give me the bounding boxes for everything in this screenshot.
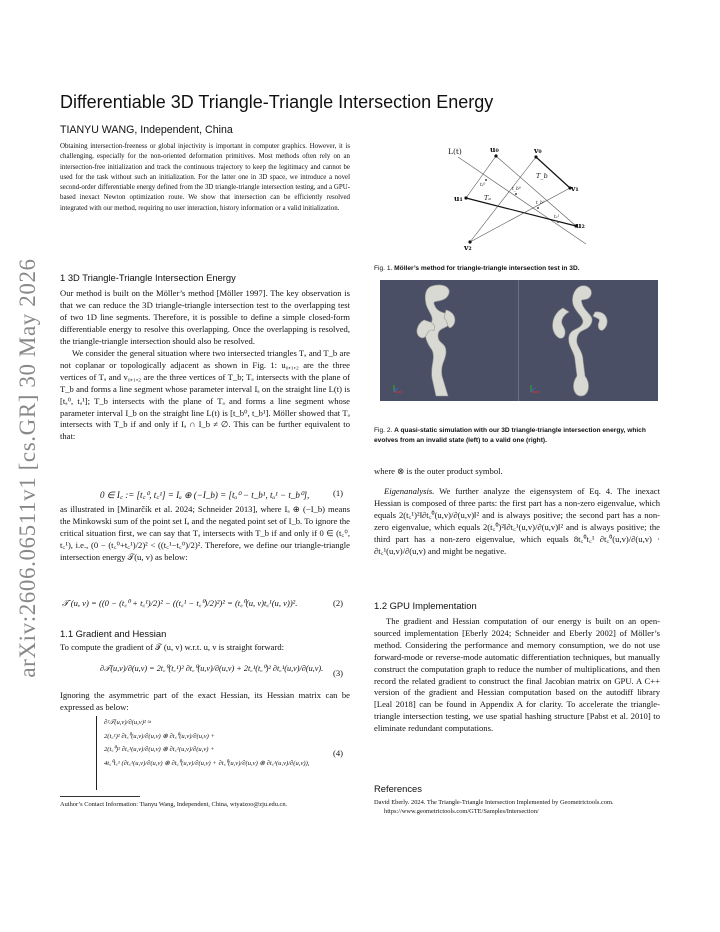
author-name: TIANYU WANG [60,124,135,136]
section-1-paragraph-1: Our method is built on the Möller’s method [Möller 1997]. The key observation is that we can reduce the 3D triangle-triangle intersection test to the overlapping test of two 1D line segments. Therefore, it is possible to define a simple closed-form differentiable energy to resolve this overlapping. Once the overlapping is resolved, the triangle-triangle intersection should also be resolved. [60,288,350,346]
equation-4-line: ∂²𝒯(u,v)/∂(u,v)² ≈ [104,719,152,726]
fig1-label-ta0: tₐ⁰ [480,183,486,188]
fig2-left-panel [380,280,518,401]
author-affiliation: , Independent, China [134,124,233,136]
fig1-caption-text: Möller’s method for triangle-triangle intersection test in 3D. [394,265,580,272]
equation-4 [104,716,332,770]
fig1-label-v2: v₂ [464,243,472,252]
section-1-2-heading: 1.2 GPU Implementation [374,600,477,611]
gpu-paragraph: The gradient and Hessian computation of our energy is built on an open-sourced implementation [Eberly 2024; Schneider and Eberly 2002] of Möller’s method. Considering the performance and memory consumption, we do not use forward-mode or reverse-mode automatic differentiation techniques, but manually construct the computation graph to reduce the number of multiplications, and then record the related gradient to construct the final Jacobian matrix on GPU. A C++ version of the gradient and Hessian computation based on the autodiff library [Leal 2018] can be found in Appendix A for clarity. To accelerate the triangle-triangle intersection testing, we use spatial hashing structure [Pabst et al. 2010] to eliminate redundant computations. [374,616,660,734]
equation-2-number: (2) [333,598,344,608]
fig1-caption-label: Fig. 1. [374,265,393,272]
fig1-label-ta1: tₐ¹ [554,215,560,220]
equation-3: ∂𝒯(u,v)/∂(u,v) = 2t꜀⁰(t꜀¹)² ∂t꜀⁰(u,v)/∂(u,v) + 2t꜀¹(t꜀⁰)² ∂t꜀¹(u,v)/∂(u,v). [100,664,324,673]
equation-4-line: 2(t꜀¹)² ∂t꜀⁰(u,v)/∂(u,v) ⊗ ∂t꜀⁰(u,v)/∂(u,v) + [104,732,215,740]
section-1-paragraph-2: We consider the general situation where two intersected triangles Tₐ and T_b are not coplanar or topologically adjacent as shown in Fig. 1: u₀,₁,₂ are the three vertices of Tₐ and v₀,₁,₂ are the three vertices of T_b; Tₐ intersects with the plane of T_b and forms a line segment whose parameter interval Iₐ on the straight line L(t) is [tₐ⁰, tₐ¹]; T_b intersects with the plane of Tₐ and forms a line segment whose parameter interval I_b on the straight line L(t) is [t_b⁰, t_b¹]. Möller showed that Tₐ intersects with T_b if and only if Iₐ ∩ I_b ≠ ∅. This can be further equivalent to that: [60,348,350,442]
fig1-caption [374,264,666,274]
fig2-caption-text: A quasi-static simulation with our 3D triangle-triangle intersection energy, which evolves from an invalid state (left) to a valid one (right). [374,427,646,444]
section-1-1-paragraph-2: Ignoring the asymmetric part of the exact Hessian, its Hessian matrix can be expressed as below: [60,690,350,712]
equation-1-number: (1) [333,488,344,498]
fig1-label-u0: u₀ [490,145,499,154]
eigen-label: Eigenanalysis. [384,486,435,496]
author-line [60,124,233,136]
reference-1: David Eberly. 2024. The Triangle-Triangle Intersection Implemented by Geometrictools.com. https://www.geometrictools.com/GTE/Samples/Intersection/ [374,799,614,815]
fig1-label-L: L(t) [448,147,462,156]
eigen-text: We further analyze the eigensystem of Eq. 4. The inexact Hessian is composed of three parts: the first part has a non-zero eigenvalue, which equals 2(t꜀¹)²‖∂t꜀⁰(u,v)/∂(u,v)‖² and is always positive; the second part has a non-zero eigenvalue, which equals 2(t꜀⁰)²‖∂t꜀¹(u,v)/∂(u,v)‖² and is always positive; the third part has a non-zero eigenvalue, which equals 8t꜀⁰t꜀¹ ∂t꜀⁰(u,v)/∂(u,v) · ∂t꜀¹(u,v)/∂(u,v) and might be negative. [374,486,660,556]
equation-3-number: (3) [333,668,344,678]
fig1-diagram [440,140,600,252]
equation-1: 0 ∈ I꜀ := [t꜀⁰, t꜀¹] = Iₐ ⊕ (−I_b) = [tₐ⁰ − t_b¹, tₐ¹ − t_b⁰], [100,490,310,500]
fig1-label-tb1: t_b¹ [536,201,545,206]
fig1-label-tb0: t_b⁰ [512,187,521,192]
equation-4-line: 2(t꜀⁰)² ∂t꜀¹(u,v)/∂(u,v) ⊗ ∂t꜀¹(u,v)/∂(u,v) + [104,746,215,753]
fig1-label-u1: u₁ [454,194,463,203]
fig1-label-v1: v₁ [571,184,579,193]
fig1-label-tb: T_b [536,172,548,180]
footnote-rule [60,796,140,797]
section-1-1-heading: 1.1 Gradient and Hessian [60,628,167,639]
eigen-paragraph [374,486,660,557]
section-1-heading: 1 3D Triangle-Triangle Intersection Energy [60,272,236,283]
fig2-caption-label: Fig. 2. [374,427,393,434]
fig2-image [380,280,658,401]
equation-4-line: 4t꜀⁰t꜀¹ (∂t꜀¹(u,v)/∂(u,v) ⊗ ∂t꜀⁰(u,v)/∂(u,v) + ∂t꜀⁰(u,v)/∂(u,v) ⊗ ∂t꜀¹(u,v)/∂(u,v)), [104,759,310,767]
equation-2: 𝒯 (u, v) = ((0 − (t꜀⁰ + t꜀¹)/2)² − ((t꜀¹ − t꜀⁰)/2)²)² = (t꜀⁰(u, v)t꜀¹(u, v))². [62,598,298,608]
equation-4-brace [96,716,99,790]
where-sentence: where ⊗ is the outer product symbol. [374,466,503,476]
references-heading: References [374,783,422,794]
fig1-label-ta: Tₐ [484,194,491,202]
section-1-1-paragraph-1: To compute the gradient of 𝒯 (u, v) w.r.t. u, v is straight forward: [60,642,285,652]
fig1-label-v0: v₀ [534,146,542,155]
abstract: Obtaining intersection-freeness or global injectivity is important in computer graphics. However, it is challenging, especially for the non-oriented deformation primitives. Most methods often rely on an intersection-free initialization and track the continuous trajectory to keep the legitimacy and cannot be used for the task without such an initialization. For the latter one in 3D space, we introduce a novel second-order differentiable energy defined from the 3D triangle-triangle intersection testing, and a GPU-based inexact Newton optimization route. We show that intersection can be efficiently resolved integrated with our method, requiring no user interaction, history information or a valid initialization. [60,143,350,212]
section-1-paragraph-3: as illustrated in [Minarčík et al. 2024; Schneider 2013], where Iₐ ⊕ (−I_b) means the Minkowski sum of the point set Iₐ and the negated point set of I_b. To ignore the critical situation first, we can say that Tₐ intersects with T_b if and only if 0 ∈ (t꜀⁰, t꜀¹), i.e., (0 − (t꜀⁰+t꜀¹)/2)² < ((t꜀¹−t꜀⁰)/2)². Therefore, we define our triangle-triangle intersection energy 𝒯(u, v) as below: [60,504,350,562]
equation-4-number: (4) [333,748,344,758]
paper-title: Differentiable 3D Triangle-Triangle Intersection Energy [60,92,494,112]
fig1-edge-ta [466,198,576,226]
footnote: Author’s Contact Information: Tianyu Wang, Independent, China, wtyatzoo@zju.edu.cn. [60,801,288,808]
arxiv-stamp: arXiv:2606.06511v1 [cs.GR] 30 May 2026 [15,258,40,678]
fig2-caption [374,426,666,446]
fig1-label-u2: u₂ [576,221,585,230]
fig2-right-panel [519,280,657,401]
